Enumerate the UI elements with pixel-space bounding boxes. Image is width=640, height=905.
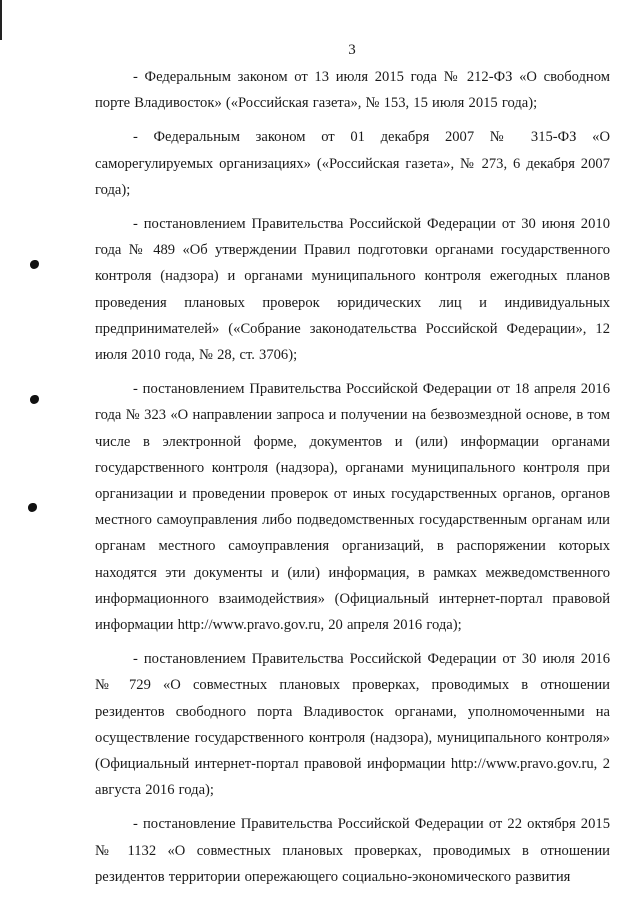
paragraph-law-315fz: - Федеральным законом от 01 декабря 2007 № 315-ФЗ «О саморегулируемых организациях» («Российская газета», № 273, 6 декабря 2007 года);	[95, 129, 610, 198]
binding-hole-mark	[30, 260, 39, 269]
paragraph-decree-323: - постановлением Правительства Российской Федерации от 18 апреля 2016 года № 323 «О направлении запроса и получении на безвозмездной основе, в том числе в электронной форме, документов и (или) информации органами государственного контроля (надзора), органами муниципального контроля при организации и проведении проверок от иных государственных органов, органов местного самоуправления либо подведомственных государственным органам или органам местного самоуправления организаций, в распоряжении которых находятся эти документы и (или) информация, в рамках межведомственного информационного взаимодействия» (Официальный интернет-портал правовой информации http://www.pravo.gov.ru, 20 апреля 2016 года);	[95, 381, 610, 634]
binding-hole-mark	[30, 395, 39, 404]
binding-hole-mark	[28, 503, 37, 512]
page-number: 3	[348, 42, 356, 58]
paragraph-decree-489: - постановлением Правительства Российской Федерации от 30 июня 2010 года № 489 «Об утверждении Правил подготовки органами государственного контроля (надзора) и органами муниципального контроля ежегодных планов проведения плановых проверок юридических лиц и индивидуальных предпринимателей» («Собрание законодательства Российской Федерации», 12 июля 2010 года, № 28, ст. 3706);	[95, 216, 610, 364]
paragraph-decree-1132: - постановление Правительства Российской Федерации от 22 октября 2015 № 1132 «О совместных плановых проверках, проводимых в отношении резидентов территории опережающего социально-экономического развития	[95, 816, 610, 885]
paragraph-decree-729: - постановлением Правительства Российской Федерации от 30 июля 2016 № 729 «О совместных плановых проверках, проводимых в отношении резидентов свободного порта Владивосток органами, уполномоченными на осуществление государственного контроля (надзора), муниципального контроля» (Официальный интернет-портал правовой информации http://www.pravo.gov.ru, 2 августа 2016 года);	[95, 651, 610, 799]
document-body	[95, 64, 610, 898]
paragraph-law-212fz: - Федеральным законом от 13 июля 2015 года № 212-ФЗ «О свободном порте Владивосток» («Российская газета», № 153, 15 июля 2015 года);	[95, 69, 610, 112]
margin-rule	[0, 0, 2, 40]
